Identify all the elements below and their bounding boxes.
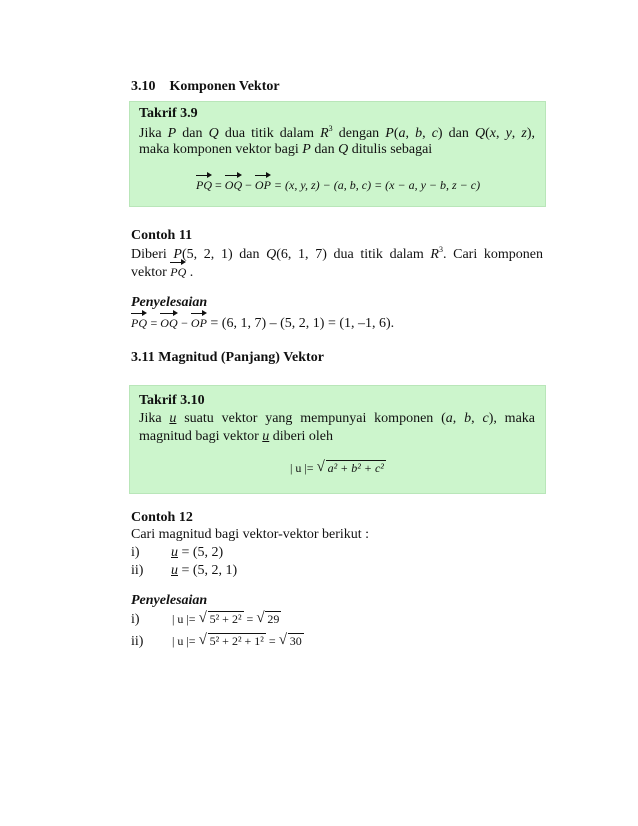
example-title: Contoh 11	[131, 228, 193, 243]
example-intro: Cari magnitud bagi vektor-vektor berikut :	[131, 527, 370, 542]
definition-formula: PQ = OQ − OP = (x, y, z) − (a, b, c) = (x − a, y − b, z − c)	[196, 178, 481, 192]
sqrt-symbol: √ 5² + 2² + 1²	[198, 632, 264, 648]
solution-rhs: = (6, 1, 7) – (5, 2, 1) = (1, –1, 6).	[210, 316, 395, 331]
example-text-suffix: .	[189, 265, 194, 280]
formula-lhs: | u |=	[172, 612, 196, 626]
radicand: 5² + 2²	[209, 612, 242, 626]
equals-sign: =	[246, 612, 254, 626]
sqrt-symbol: √ 5² + 2²	[198, 610, 242, 626]
example-title: Contoh 12	[131, 510, 193, 525]
vector-pq: PQ	[196, 178, 212, 192]
list-item: u = (5, 2, 1)	[171, 563, 238, 578]
sqrt-symbol: √ 29	[256, 610, 280, 626]
section-title: Magnitud (Panjang) Vektor	[158, 350, 324, 365]
section-heading-3-11	[131, 350, 324, 366]
definition-title: Takrif 3.9	[139, 106, 198, 121]
definition-text-line1: Jika u suatu vektor yang mempunyai komponen (a, b, c), maka	[139, 411, 535, 426]
vector-op: OP	[190, 316, 207, 330]
list-item-label: ii)	[131, 634, 144, 649]
definition-title: Takrif 3.10	[139, 393, 205, 408]
vector-oq: OQ	[224, 178, 243, 192]
example-text-line2	[131, 265, 193, 281]
example-text-line1: Diberi P(5, 2, 1) dan Q(6, 1, 7) dua titik dalam $R^3$. Cari komponen	[131, 245, 543, 262]
equals-sign: =	[268, 634, 276, 648]
solution-formula-ii	[172, 634, 304, 649]
definition-text-line1: Jika P dan Q dua titik dalam $R^3$ dengan P(a, b, c) dan Q(x, y, z),	[139, 124, 536, 141]
formula-lhs: | u |=	[172, 634, 196, 648]
section-title: Komponen Vektor	[169, 79, 280, 94]
result: 29	[267, 612, 280, 626]
solution-title: Penyelesaian	[131, 295, 208, 310]
sqrt-symbol: √ a² + b² + c²	[316, 459, 384, 475]
section-number: 3.10	[131, 79, 156, 94]
formula-lhs: | u |=	[290, 461, 314, 475]
radicand: a² + b² + c²	[327, 461, 384, 475]
list-item-label: ii)	[131, 563, 144, 578]
example-text-prefix: vektor	[131, 265, 167, 280]
vector-pq: PQ	[170, 265, 187, 279]
list-item-label: i)	[131, 545, 140, 560]
solution-formula-i	[172, 612, 281, 627]
solution-title: Penyelesaian	[131, 593, 208, 608]
formula-rhs: = (x, y, z) − (a, b, c) = (x − a, y − b, z − c)	[273, 178, 481, 192]
solution-formula: PQ = OQ − OP = (6, 1, 7) – (5, 2, 1) = (1, –1, 6).	[131, 316, 395, 331]
definition-text-line2: magnitud bagi vektor u diberi oleh	[139, 429, 334, 444]
list-item: u = (5, 2)	[171, 545, 224, 560]
vector-oq: OQ	[160, 316, 178, 330]
section-heading-3-10	[131, 79, 280, 95]
sqrt-symbol: √ 30	[278, 632, 302, 648]
magnitude-formula	[290, 461, 386, 476]
definition-text-line2: maka komponen vektor bagi P dan Q ditulis sebagai	[139, 142, 433, 157]
result: 30	[289, 634, 302, 648]
radicand: 5² + 2² + 1²	[209, 634, 264, 648]
list-item-label: i)	[131, 612, 140, 627]
vector-pq: PQ	[131, 316, 147, 330]
vector-op: OP	[254, 178, 271, 192]
section-number: 3.11	[131, 350, 155, 365]
